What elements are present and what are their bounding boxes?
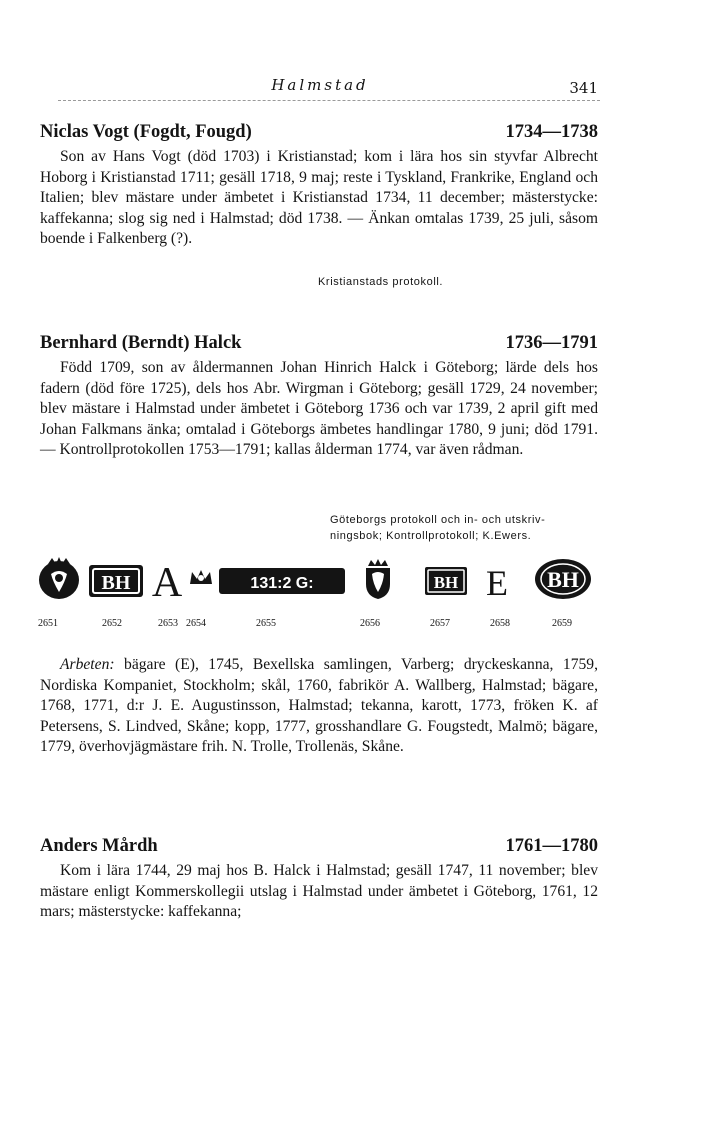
works-paragraph xyxy=(40,655,598,758)
works-text: bägare (E), 1745, Bexellska samlingen, Varberg; dryckeskanna, 1759, Nordiska Kompaniet, Stockholm; skål, 1760, fabrikör A. Wallberg, Halmstad; bägare, 1768, 1771, d:r J. E. Augustinsson, Halmstad; tekanna, karott, 1773, fröken K. af Petersens, S. Lindved, Skåne; kopp, 1777, grosshandlare G. Fougstedt, Malmö; bägare, 1779, överhovjägmästare frih. N. Trolle, Trollenäs, Skåne. xyxy=(40,656,598,756)
mark-number: 2658 xyxy=(490,618,510,629)
entry-years: 1761—1780 xyxy=(505,836,598,856)
entry-name: Niclas Vogt (Fogdt, Fougd) xyxy=(40,122,252,142)
mark-number: 2659 xyxy=(552,618,572,629)
entry-heading xyxy=(40,836,600,860)
crowned-lion-mark-icon xyxy=(36,556,82,600)
entry-years: 1736—1791 xyxy=(505,333,598,353)
header-rule xyxy=(58,100,600,101)
works-label: Arbeten: xyxy=(60,656,115,673)
svg-text:BH: BH xyxy=(101,572,131,594)
bh-small-monogram-icon xyxy=(424,566,468,610)
svg-text:BH: BH xyxy=(433,573,459,592)
letter-a-mark-icon xyxy=(148,560,186,604)
svg-text:A: A xyxy=(151,560,183,600)
makers-marks-strip xyxy=(36,556,606,636)
entry-source: Kristianstads protokoll. xyxy=(318,276,444,288)
entry-name: Bernhard (Berndt) Halck xyxy=(40,333,242,353)
mark-number: 2655 xyxy=(256,618,276,629)
entry-body: Son av Hans Vogt (död 1703) i Kristianstad; kom i lära hos sin styvfar Albrecht Hoborg i Kristianstad 1711; gesäll 1718, 9 maj; reste i Tyskland, Frankrike, England och Italien; blev mästare under ämbetet i Kristianstad 1734, 11 december; mästerstycke: kaffekanna; slog sig ned i Halmstad; död 1738. — Änkan omtalas 1739, 25 juli, såsom boende i Falkenberg (?). xyxy=(40,148,598,248)
running-header xyxy=(40,76,600,100)
running-title: Halmstad xyxy=(271,76,369,94)
svg-text:BH: BH xyxy=(547,567,579,592)
mark-number: 2654 xyxy=(186,618,206,629)
lion-shield-mark-icon xyxy=(362,558,394,602)
entry-source-line: Göteborgs protokoll och in- och utskriv- xyxy=(330,514,546,526)
letter-e-mark-icon xyxy=(482,564,512,608)
svg-text:131:2 G:: 131:2 G: xyxy=(250,575,314,592)
svg-text:E: E xyxy=(486,564,508,598)
entry-years: 1734—1738 xyxy=(505,122,598,142)
page-number: 341 xyxy=(569,79,598,97)
mark-number: 2651 xyxy=(38,618,58,629)
entry-body: Född 1709, son av åldermannen Johan Hinrich Halck i Göteborg; lärde dels hos fadern (död före 1725), dels hos Abr. Wirgman i Göteborg; gesäll 1729, 24 november; blev mästare i Halmstad under ämbetet i Göteborg 1736 och var 1739, 2 april gift med Johan Falkmans änka; omtalad i Göteborgs ämbetes handlingar 1780, 9 juni; död 1791. — Kontrollprotokollen 1753—1791; kallas ålderman 1774, var även rådman. xyxy=(40,359,598,459)
mark-number: 2657 xyxy=(430,618,450,629)
bh-monogram-icon xyxy=(88,564,144,608)
date-mark-icon xyxy=(218,566,346,610)
entry-source-line: ningsbok; Kontrollprotokoll; K.Ewers. xyxy=(330,530,532,542)
entry-heading xyxy=(40,333,600,357)
mark-number: 2652 xyxy=(102,618,122,629)
crown-icon xyxy=(188,568,214,612)
entry-heading xyxy=(40,122,600,146)
mark-number: 2653 xyxy=(158,618,178,629)
bh-oval-monogram-icon xyxy=(534,558,592,602)
mark-number: 2656 xyxy=(360,618,380,629)
entry-name: Anders Mårdh xyxy=(40,836,158,856)
entry-body: Kom i lära 1744, 29 maj hos B. Halck i Halmstad; gesäll 1747, 11 november; blev mästare enligt Kommerskollegii utslag i Halmstad under ämbetet i Göteborg, 1761, 12 mars; mästerstycke: kaffekanna; xyxy=(40,862,598,921)
